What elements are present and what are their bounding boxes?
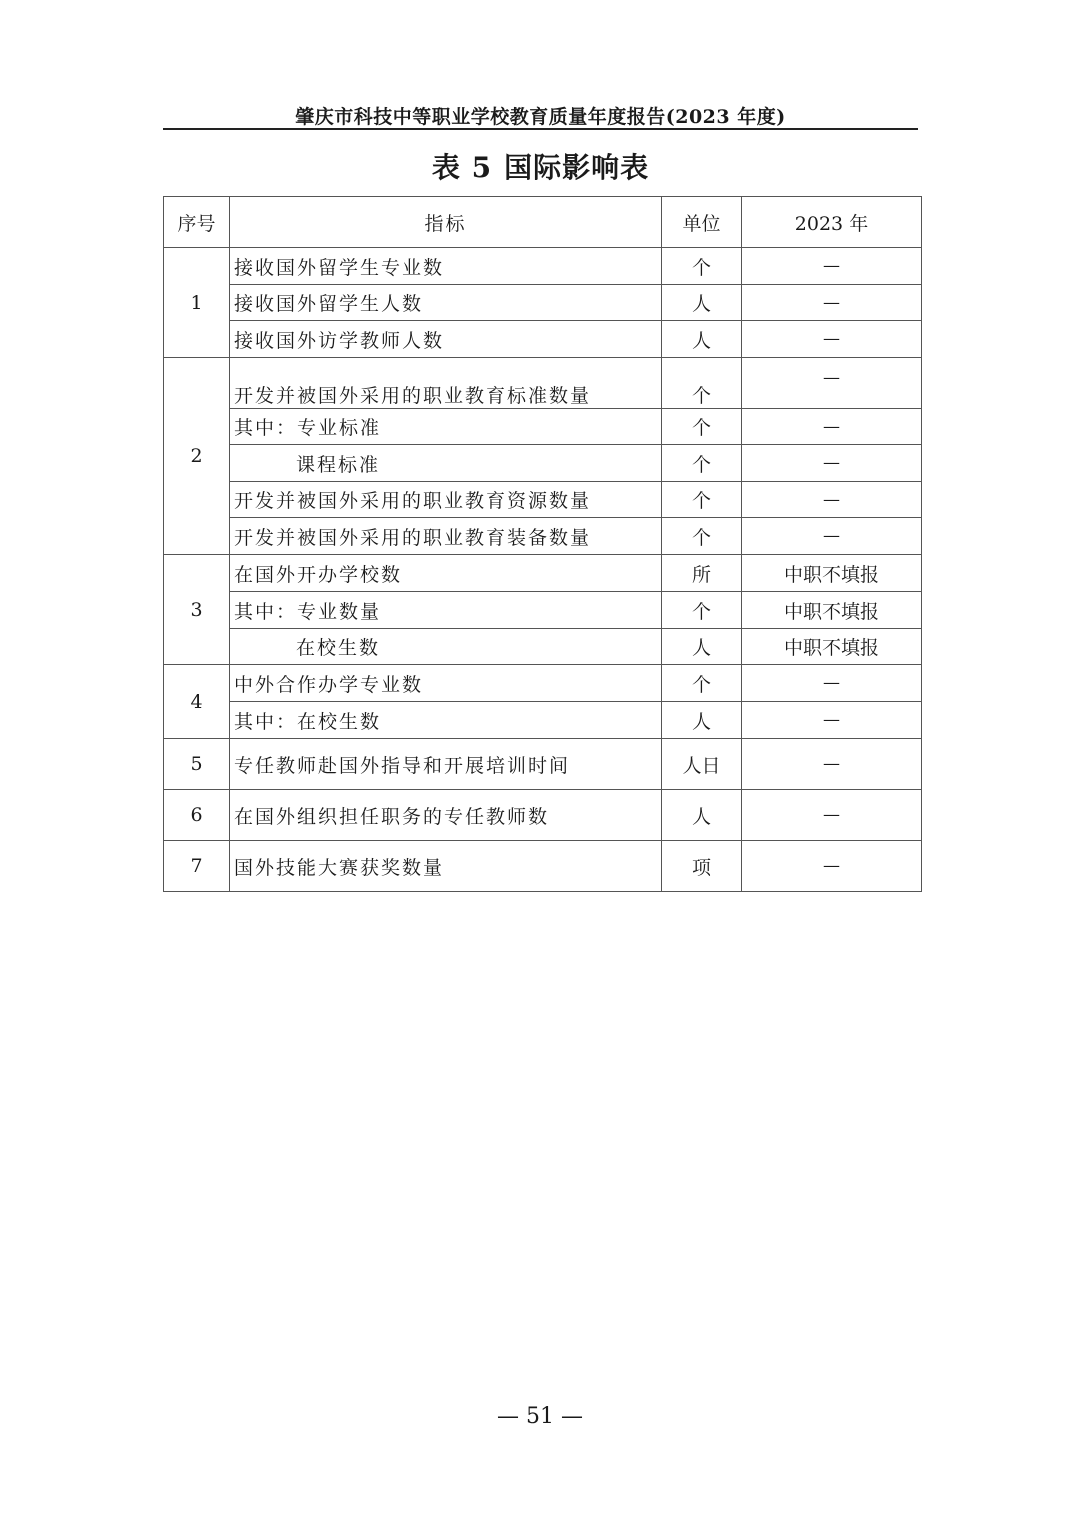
value-cell: — <box>742 790 922 841</box>
unit-cell: 个 <box>662 482 742 518</box>
indicator-cell: 在校生数 <box>230 629 662 665</box>
value-cell: — <box>742 665 922 702</box>
table-name: 国际影响表 <box>504 151 650 184</box>
table-row <box>164 482 922 518</box>
indicator-cell: 开发并被国外采用的职业教育资源数量 <box>230 482 662 518</box>
header-divider <box>163 128 918 130</box>
table-row <box>164 285 922 321</box>
indicator-cell: 在国外开办学校数 <box>230 555 662 592</box>
value-cell: 中职不填报 <box>742 592 922 629</box>
unit-cell: 人 <box>662 321 742 358</box>
unit-cell: 个 <box>662 592 742 629</box>
table-row <box>164 592 922 629</box>
unit-cell: 个 <box>662 248 742 285</box>
unit-cell: 个 <box>662 358 742 409</box>
value-cell: — <box>742 321 922 358</box>
indicator-cell: 中外合作办学专业数 <box>230 665 662 702</box>
unit-cell: 个 <box>662 445 742 482</box>
unit-cell: 个 <box>662 665 742 702</box>
table-row <box>164 409 922 445</box>
table-number: 表 5 <box>431 151 493 184</box>
table-row <box>164 629 922 665</box>
table-row <box>164 841 922 892</box>
row-number: 7 <box>164 841 230 892</box>
col-header-indicator: 指标 <box>230 197 662 248</box>
unit-cell: 人日 <box>662 739 742 790</box>
page-number: — 51 — <box>497 1404 583 1429</box>
international-influence-table <box>163 196 922 892</box>
indicator-cell: 专任教师赴国外指导和开展培训时间 <box>230 739 662 790</box>
value-cell: — <box>742 518 922 555</box>
row-number: 4 <box>164 665 230 739</box>
table-row <box>164 739 922 790</box>
indicator-cell: 课程标准 <box>230 445 662 482</box>
col-header-unit: 单位 <box>662 197 742 248</box>
indicator-cell: 国外技能大赛获奖数量 <box>230 841 662 892</box>
row-number: 1 <box>164 248 230 358</box>
table-row <box>164 702 922 739</box>
col-header-no: 序号 <box>164 197 230 248</box>
value-cell: — <box>742 285 922 321</box>
indicator-cell: 其中：专业标准 <box>230 409 662 445</box>
col-header-year: 2023 年 <box>742 197 922 248</box>
value-cell: — <box>742 409 922 445</box>
value-cell: 中职不填报 <box>742 555 922 592</box>
indicator-cell: 接收国外留学生专业数 <box>230 248 662 285</box>
table-row <box>164 358 922 409</box>
table-row <box>164 790 922 841</box>
table-row <box>164 248 922 285</box>
unit-cell: 项 <box>662 841 742 892</box>
value-cell: 中职不填报 <box>742 629 922 665</box>
indicator-cell: 接收国外访学教师人数 <box>230 321 662 358</box>
value-cell: — <box>742 482 922 518</box>
table-row <box>164 321 922 358</box>
indicator-cell: 开发并被国外采用的职业教育标准数量 <box>230 358 662 409</box>
row-number: 5 <box>164 739 230 790</box>
table-header-row <box>164 197 922 248</box>
table-title <box>163 148 918 188</box>
indicator-cell: 在国外组织担任职务的专任教师数 <box>230 790 662 841</box>
unit-cell: 人 <box>662 629 742 665</box>
value-cell: — <box>742 358 922 409</box>
indicator-cell: 接收国外留学生人数 <box>230 285 662 321</box>
row-number: 2 <box>164 358 230 555</box>
unit-cell: 个 <box>662 518 742 555</box>
value-cell: — <box>742 248 922 285</box>
row-number: 6 <box>164 790 230 841</box>
report-header: 肇庆市科技中等职业学校教育质量年度报告(2023 年度) <box>295 106 786 128</box>
table-row <box>164 555 922 592</box>
value-cell: — <box>742 702 922 739</box>
unit-cell: 人 <box>662 285 742 321</box>
value-cell: — <box>742 445 922 482</box>
indicator-cell: 其中：在校生数 <box>230 702 662 739</box>
table-row <box>164 665 922 702</box>
indicator-cell: 开发并被国外采用的职业教育装备数量 <box>230 518 662 555</box>
table-row <box>164 445 922 482</box>
row-number: 3 <box>164 555 230 665</box>
unit-cell: 人 <box>662 702 742 739</box>
value-cell: — <box>742 841 922 892</box>
unit-cell: 人 <box>662 790 742 841</box>
indicator-cell: 其中：专业数量 <box>230 592 662 629</box>
unit-cell: 所 <box>662 555 742 592</box>
unit-cell: 个 <box>662 409 742 445</box>
value-cell: — <box>742 739 922 790</box>
table-row <box>164 518 922 555</box>
